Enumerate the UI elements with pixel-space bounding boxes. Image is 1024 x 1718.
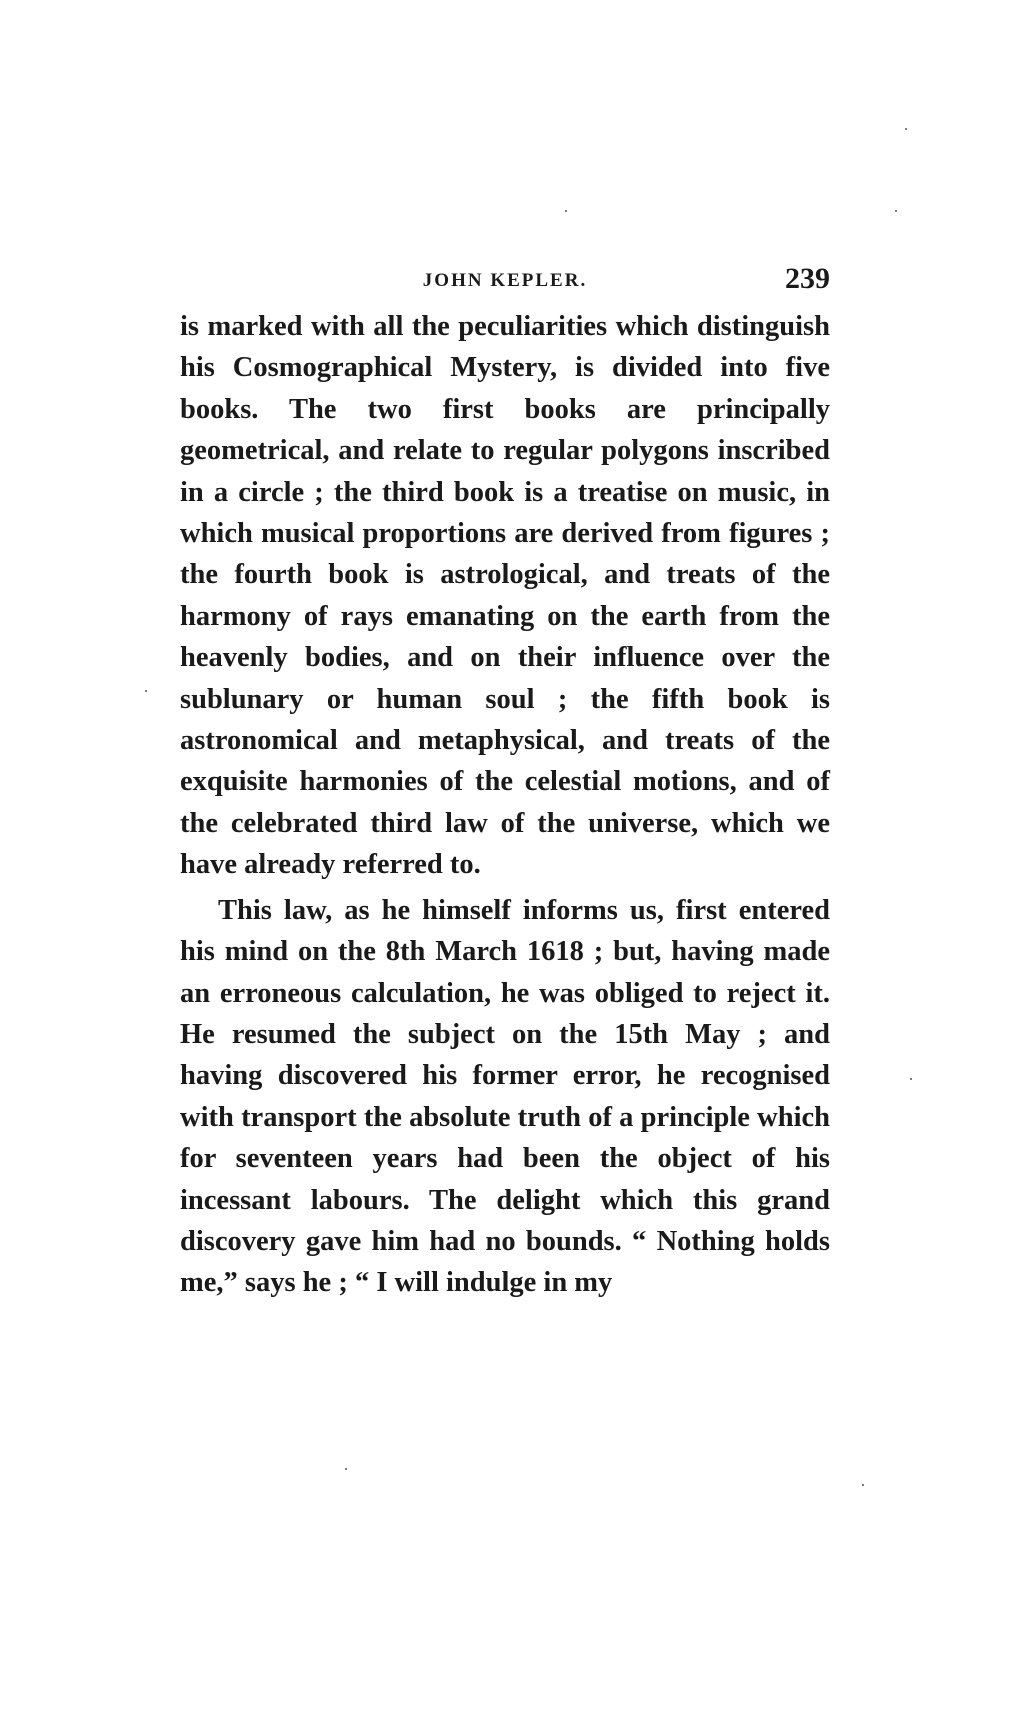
running-head bbox=[180, 262, 830, 302]
paper-speck bbox=[910, 1078, 912, 1080]
paper-speck bbox=[345, 1468, 347, 1470]
paper-speck bbox=[565, 210, 567, 212]
paper-speck bbox=[862, 1484, 864, 1486]
paragraph-continued: is marked with all the peculiarities which distinguish his Cosmographical Mystery, is divided into five books. The two first books are principally geometrical, and relate to regular polygons inscribed in a circle ; the third book is a treatise on music, in which musical proportions are derived from figures ; the fourth book is astrological, and treats of the harmony of rays emanating on the earth from the heavenly bodies, and on their influence over the sublunary or human soul ; the fifth book is astronomical and metaphysical, and treats of the exquisite harmonies of the celestial motions, and of the celebrated third law of the universe, which we have already referred to. bbox=[180, 311, 830, 881]
running-title: JOHN KEPLER. bbox=[422, 270, 588, 291]
body-text bbox=[180, 306, 830, 1304]
paper-speck bbox=[895, 210, 897, 212]
page-number: 239 bbox=[785, 262, 830, 295]
paper-speck bbox=[905, 128, 907, 130]
paper-speck bbox=[145, 690, 147, 692]
paragraph-law: This law, as he himself informs us, first entered his mind on the 8th March 1618 ; but, having made an erroneous calculation, he was obliged to reject it. He resumed the subject on the 15th May ; and having discovered his former error, he recognised with transport the absolute truth of a principle which for seventeen years had been the object of his incessant labours. The delight which this grand discovery gave him had no bounds. “ Nothing holds me,” says he ; “ I will indulge in my bbox=[180, 894, 830, 1299]
